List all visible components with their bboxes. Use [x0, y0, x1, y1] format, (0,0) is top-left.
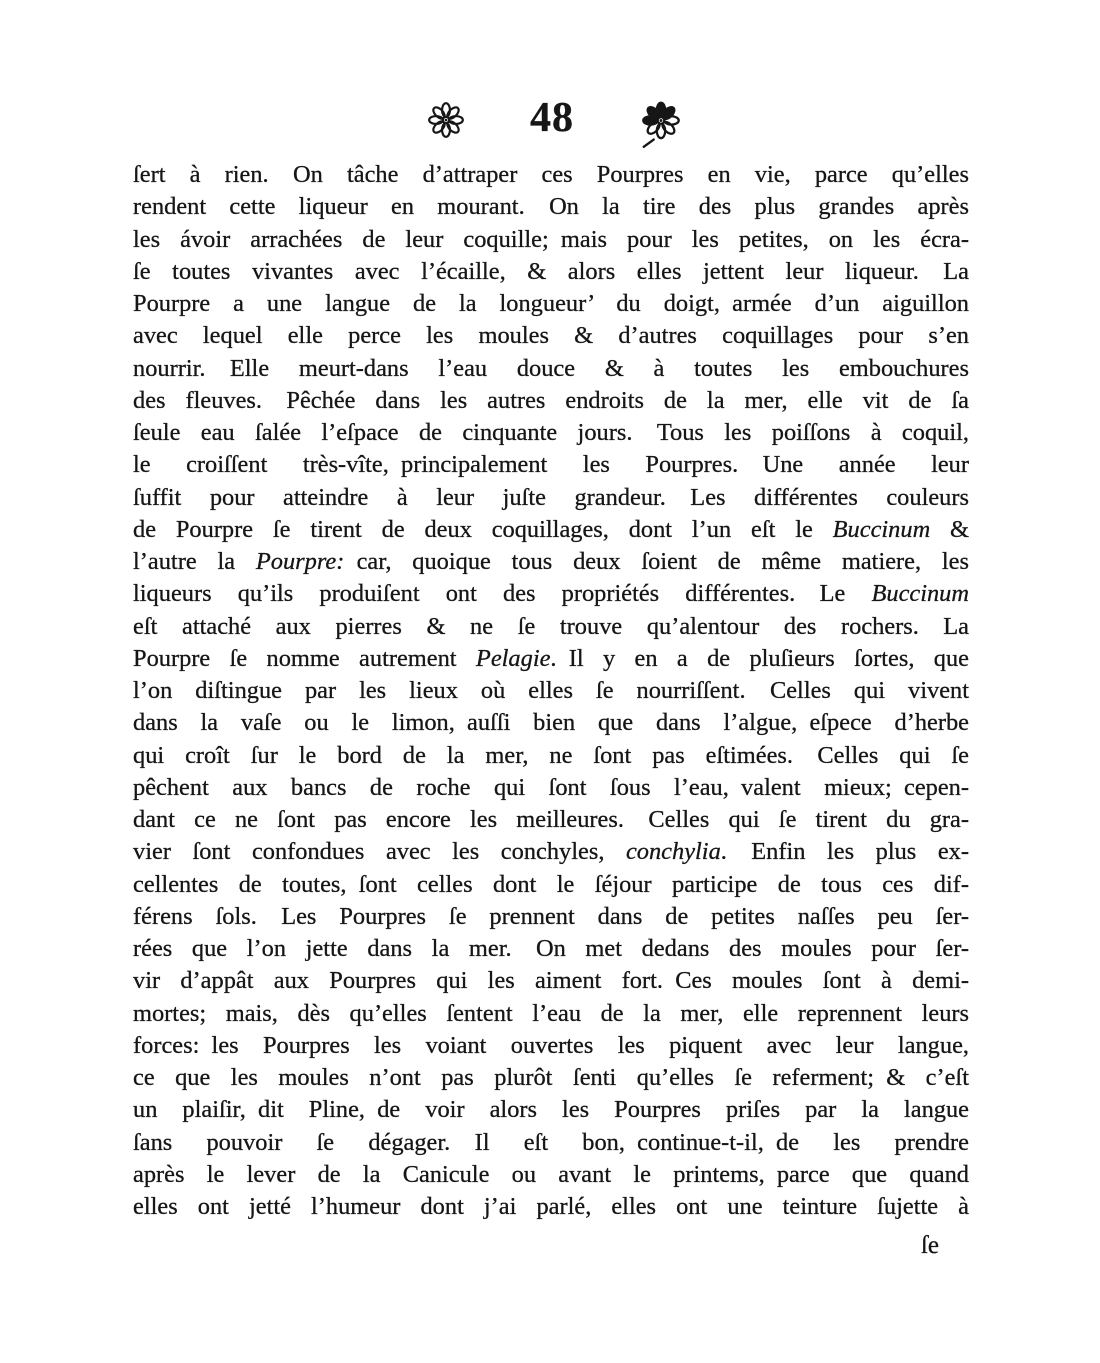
text-line: elles ont jetté l’humeur dont j’ai parlé, elles ont une teinture ſujette à: [133, 1193, 969, 1220]
text-line: les ávoir arrachées de leur coquille; mais pour les petites, on les écra-: [133, 225, 969, 253]
text-line: l’on diſtingue par les lieux où elles ſe nourriſſent. Celles qui vivent: [133, 677, 969, 704]
text-line: après le lever de la Canicule ou avant le printems, parce que quand: [133, 1160, 969, 1188]
text-line: rées que l’on jette dans la mer. On met dedans des moules pour ſer-: [133, 935, 969, 962]
text-line: rendent cette liqueur en mourant. On la tire des plus grandes après: [133, 193, 969, 221]
text-line: eſt attaché aux pierres & ne ſe trouve qu’alentour des rochers. La: [133, 612, 969, 640]
text-line: Pourpre a une langue de la longueur’ du doigt, armée d’un aiguillon: [133, 290, 969, 317]
page-number: 48: [530, 95, 574, 141]
text-line: Pourpre ſe nomme autrement Pelagie. Il y en a de pluſieurs ſortes, que: [133, 644, 970, 672]
text-line: qui croît ſur le bord de la mer, ne ſont pas eſtimées. Celles qui ſe: [133, 741, 969, 769]
text-line: de Pourpre ſe tirent de deux coquillages, dont l’un eſt le Buccinum &: [133, 515, 969, 543]
text-line: pêchent aux bancs de roche qui ſont ſous l’eau, valent mieux; cepen-: [133, 773, 969, 801]
text-line: vier ſont confondues avec les conchyles, conchylia. Enfin les plus ex-: [133, 838, 969, 866]
text-line: ſans pouvoir ſe dégager. Il eſt bon, continue-t-il, de les prendre: [133, 1128, 969, 1156]
text-line: cellentes de toutes, ſont celles dont le ſéjour participe de tous ces dif-: [133, 870, 969, 898]
text-line: ce que les moules n’ont pas plurôt ſenti qu’elles ſe referment; & c’eſt: [133, 1064, 969, 1091]
fleuron-icon: [427, 101, 465, 144]
text-line: ſeule eau ſalée l’eſpace de cinquante jours. Tous les poiſſons à coquil,: [133, 419, 969, 446]
text-line: mortes; mais, dès qu’elles ſentent l’eau de la mer, elle reprennent leurs: [133, 999, 969, 1027]
text-line: nourrir. Elle meurt-dans l’eau douce & à toutes les embouchures: [133, 354, 969, 382]
text-line: un plaiſir, dit Pline, de voir alors les Pourpres priſes par la langue: [133, 1096, 969, 1124]
text-line: liqueurs qu’ils produiſent ont des propriétés différentes. Le Buccinum: [133, 580, 969, 608]
text-line: vir d’appât aux Pourpres qui les aiment fort. Ces moules ſont à demi-: [133, 967, 969, 995]
catchword: ſe: [920, 1232, 940, 1259]
text-line: ſuffit pour atteindre à leur juſte grandeur. Les différentes couleurs: [133, 483, 969, 511]
text-line: avec lequel elle perce les moules & d’autres coquillages pour s’en: [133, 322, 969, 350]
text-line: forces: les Pourpres les voiant ouvertes les piquent avec leur langue,: [133, 1031, 969, 1059]
text-line: férens ſols. Les Pourpres ſe prennent dans de petites naſſes peu ſer-: [133, 902, 969, 930]
text-block: [133, 159, 969, 1223]
text-line: le croiſſent très-vîte, principalement les Pourpres. Une année leur: [133, 451, 969, 479]
text-line: dant ce ne ſont pas encore les meilleures. Celles qui ſe tirent du gra-: [133, 806, 969, 833]
text-line: dans la vaſe ou le limon, auſſi bien que dans l’algue, eſpece d’herbe: [133, 709, 969, 737]
fleuron-icon: [641, 97, 681, 158]
text-line: ſert à rien. On tâche d’attraper ces Pourpres en vie, parce qu’elles: [133, 161, 969, 188]
text-line: l’autre la Pourpre: car, quoique tous deux ſoient de même matiere, les: [133, 548, 969, 575]
text-line: ſe toutes vivantes avec l’écaille, & alors elles jettent leur liqueur. La: [133, 257, 969, 285]
text-line: des fleuves. Pêchée dans les autres endroits de la mer, elle vit de ſa: [133, 386, 969, 414]
